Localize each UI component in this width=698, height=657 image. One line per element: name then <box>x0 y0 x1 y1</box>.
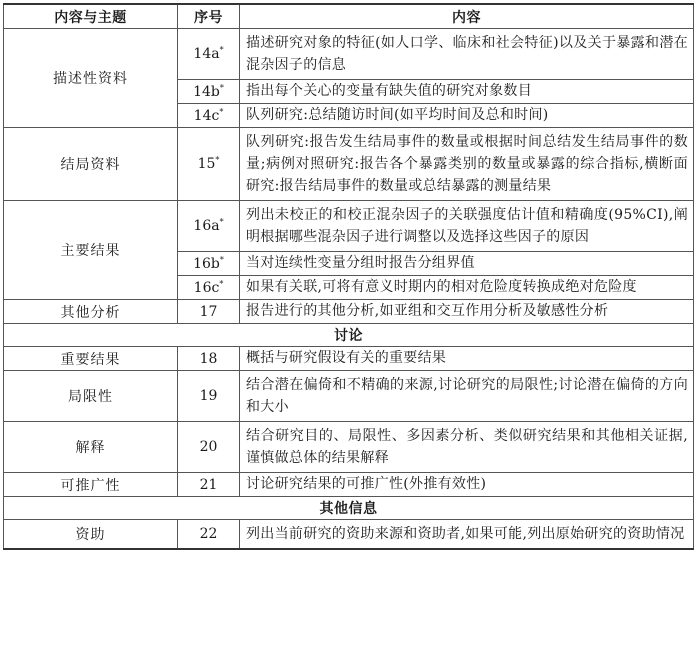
topic-generalisability: 可推广性 <box>4 473 178 497</box>
item-content: 当对连续性变量分组时报告分组界值 <box>240 252 694 276</box>
table-row <box>4 473 694 497</box>
item-content: 队列研究:总结随访时间(如平均时间及总和时间) <box>240 104 694 128</box>
table-row <box>4 347 694 371</box>
table-row <box>4 201 694 252</box>
item-number: 17 <box>178 300 240 324</box>
topic-limitations: 局限性 <box>4 371 178 422</box>
table-row <box>4 29 694 80</box>
item-number: 18 <box>178 347 240 371</box>
header-topic: 内容与主题 <box>4 4 178 29</box>
table-row <box>4 422 694 473</box>
topic-main-results: 主要结果 <box>4 201 178 300</box>
item-number: 16b* <box>178 252 240 276</box>
topic-descriptive-data: 描述性资料 <box>4 29 178 128</box>
item-number: 15* <box>178 128 240 201</box>
item-content: 讨论研究结果的可推广性(外推有效性) <box>240 473 694 497</box>
item-number: 20 <box>178 422 240 473</box>
header-number: 序号 <box>178 4 240 29</box>
header-content: 内容 <box>240 4 694 29</box>
section-row-discussion <box>4 324 694 347</box>
item-number: 22 <box>178 520 240 550</box>
table-row <box>4 300 694 324</box>
item-number: 21 <box>178 473 240 497</box>
item-content: 队列研究:报告发生结局事件的数量或根据时间总结发生结局事件的数量;病例对照研究:报告各个暴露类别的数量或暴露的综合指标,横断面研究:报告结局事件的数量或总结暴露的测量结果 <box>240 128 694 201</box>
table-row <box>4 520 694 550</box>
section-row-other-info <box>4 497 694 520</box>
item-content: 如果有关联,可将有意义时期内的相对危险度转换成绝对危险度 <box>240 276 694 300</box>
item-content: 指出每个关心的变量有缺失值的研究对象数目 <box>240 80 694 104</box>
topic-interpretation: 解释 <box>4 422 178 473</box>
item-number: 16a* <box>178 201 240 252</box>
item-content: 列出未校正的和校正混杂因子的关联强度估计值和精确度(95%CI),阐明根据哪些混杂因子进行调整以及选择这些因子的原因 <box>240 201 694 252</box>
topic-funding: 资助 <box>4 520 178 550</box>
item-content: 概括与研究假设有关的重要结果 <box>240 347 694 371</box>
item-content: 列出当前研究的资助来源和资助者,如果可能,列出原始研究的资助情况 <box>240 520 694 550</box>
item-content: 描述研究对象的特征(如人口学、临床和社会特征)以及关于暴露和潜在混杂因子的信息 <box>240 29 694 80</box>
section-title: 讨论 <box>4 324 694 347</box>
topic-outcome-data: 结局资料 <box>4 128 178 201</box>
table-row <box>4 371 694 422</box>
strobe-checklist-table <box>3 3 694 550</box>
item-content: 报告进行的其他分析,如亚组和交互作用分析及敏感性分析 <box>240 300 694 324</box>
table-row <box>4 128 694 201</box>
topic-key-results: 重要结果 <box>4 347 178 371</box>
item-content: 结合潜在偏倚和不精确的来源,讨论研究的局限性;讨论潜在偏倚的方向和大小 <box>240 371 694 422</box>
section-title: 其他信息 <box>4 497 694 520</box>
item-number: 19 <box>178 371 240 422</box>
item-content: 结合研究目的、局限性、多因素分析、类似研究结果和其他相关证据,谨慎做总体的结果解释 <box>240 422 694 473</box>
item-number: 14a* <box>178 29 240 80</box>
item-number: 14b* <box>178 80 240 104</box>
table-header-row <box>4 4 694 29</box>
item-number: 14c* <box>178 104 240 128</box>
topic-other-analysis: 其他分析 <box>4 300 178 324</box>
item-number: 16c* <box>178 276 240 300</box>
